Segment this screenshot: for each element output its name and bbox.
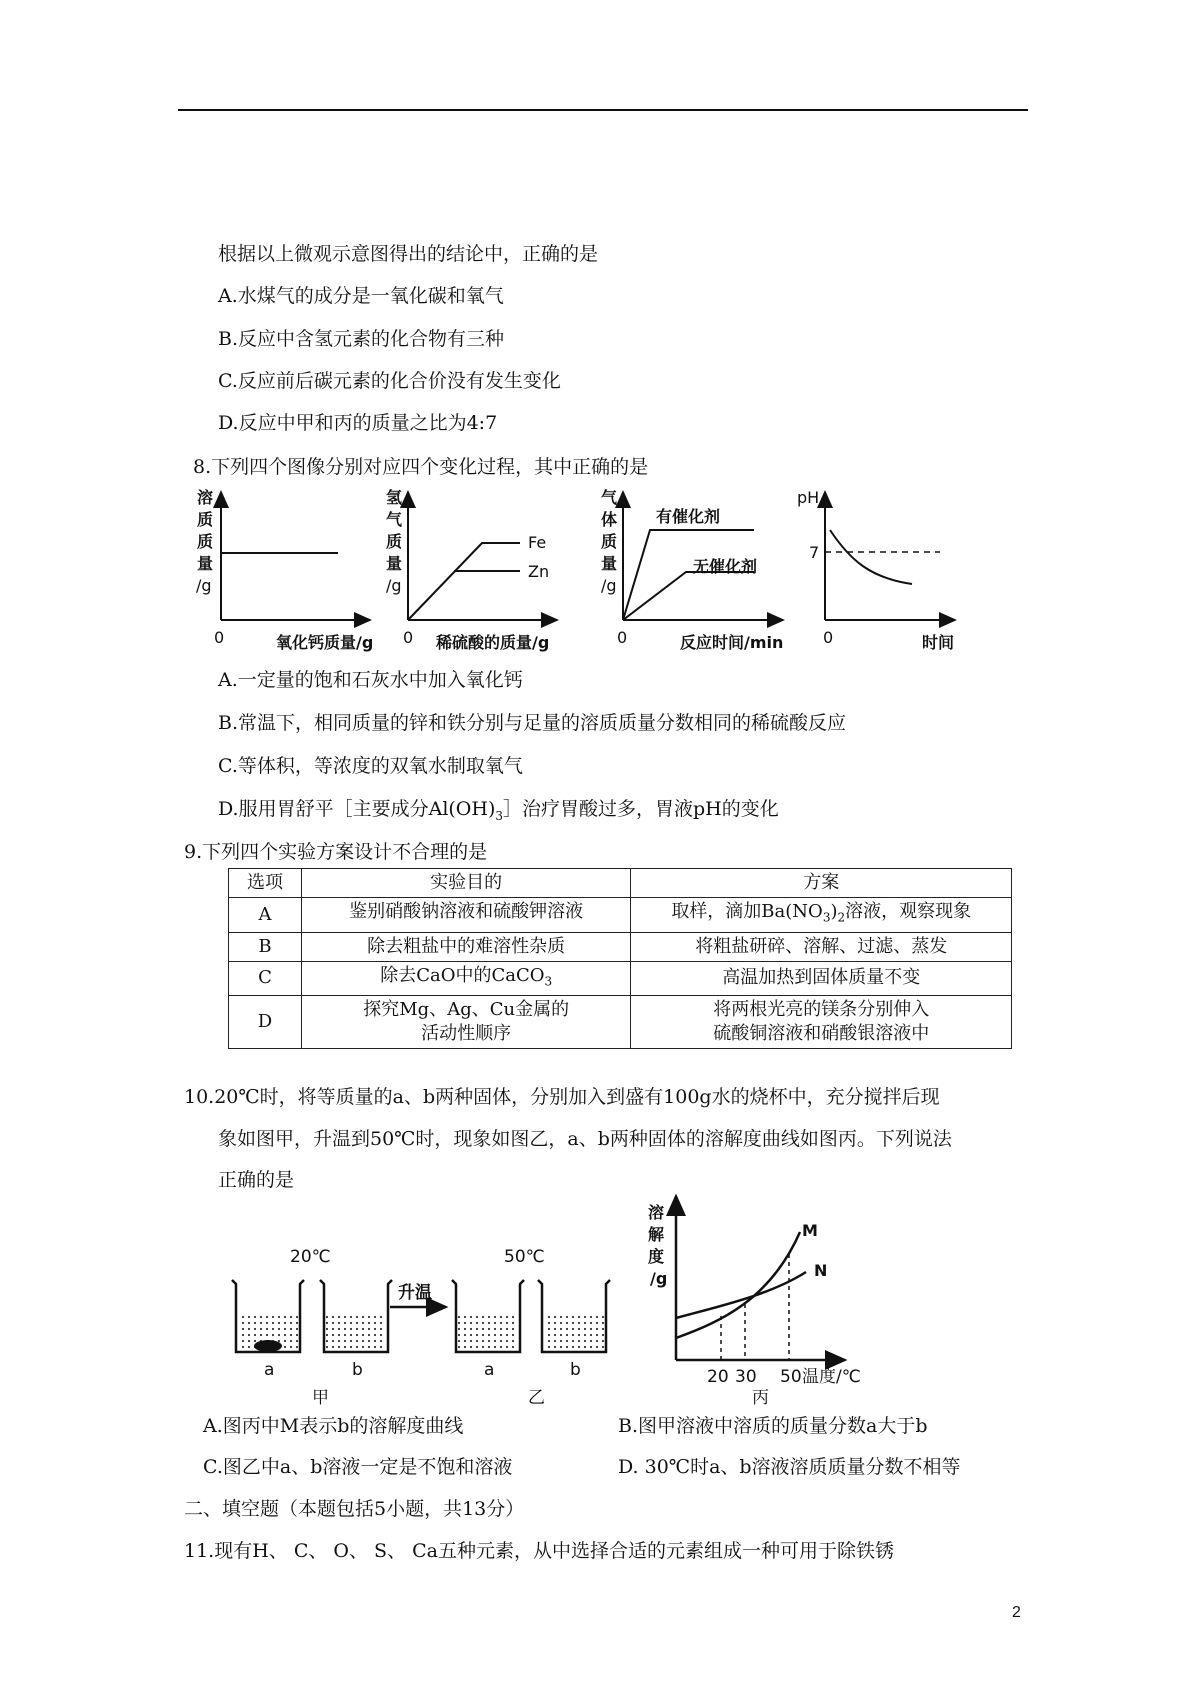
- section-2-heading: 二、填空题（本题包括5小题，共13分）: [184, 1498, 525, 1520]
- graph-a-ylabel-4: 量: [197, 554, 214, 573]
- graph-b-origin: 0: [403, 628, 414, 647]
- graph-b-line-zn: Zn: [528, 562, 550, 581]
- graph-a-origin: 0: [214, 628, 225, 647]
- row-d-goal: 探究Mg、Ag、Cu金属的 活动性顺序: [301, 996, 631, 1049]
- q10-stem-line-1: 10.20℃时，将等质量的a、b两种固体，分别加入到盛有100g水的烧杯中，充分搅拌后现: [184, 1086, 940, 1108]
- row-c-goal: 除去CaO中的CaCO$_3$: [301, 961, 631, 996]
- q7-option-c: C.反应前后碳元素的化合价没有发生变化: [218, 370, 561, 392]
- q8-option-b: B.常温下，相同质量的锌和铁分别与足量的溶质质量分数相同的稀硫酸反应: [218, 712, 847, 734]
- graph-c-ylabel-2: 体: [601, 510, 618, 529]
- row-a-option: A: [229, 898, 302, 933]
- fig-ylabel-4: /g: [650, 1269, 668, 1288]
- graph-a-ylabel-1: 溶: [197, 488, 214, 507]
- fig-jia-a: a: [264, 1360, 275, 1380]
- row-b-option: B: [229, 932, 302, 961]
- q7-stem: 根据以上微观示意图得出的结论中，正确的是: [218, 243, 599, 265]
- q8-option-a: A.一定量的饱和石灰水中加入氧化钙: [218, 669, 523, 691]
- fig-ylabel-2: 解: [648, 1225, 665, 1244]
- row-d-option: D: [229, 996, 302, 1049]
- undissolved-solid: [254, 1340, 282, 1352]
- fig-temp-50: 50℃: [504, 1247, 545, 1267]
- q8-stem: 8.下列四个图像分别对应四个变化过程，其中正确的是: [193, 456, 649, 478]
- row-c-plan: 高温加热到固体质量不变: [631, 961, 1012, 996]
- graph-c-line-catalyst: 有催化剂: [656, 507, 721, 526]
- fig-xlabel: 温度/℃: [802, 1367, 861, 1387]
- graph-b-ylabel-4: 量: [386, 554, 403, 573]
- graph-d-origin: 0: [823, 628, 834, 647]
- q10-option-a: A.图丙中M表示b的溶解度曲线: [203, 1415, 464, 1437]
- q9-stem: 9.下列四个实验方案设计不合理的是: [184, 841, 488, 863]
- header-goal: 实验目的: [301, 869, 631, 898]
- row-b-plan: 将粗盐研碎、溶解、过滤、蒸发: [631, 932, 1012, 961]
- q7-option-a: A.水煤气的成分是一氧化碳和氧气: [218, 285, 504, 307]
- graph-c-ylabel-5: /g: [601, 576, 617, 595]
- graph-a-ylabel-2: 质: [197, 510, 214, 529]
- row-a-plan: 取样，滴加$Ba(NO_3)_2$溶液，观察现象: [631, 898, 1012, 933]
- fig-curve-n: N: [814, 1261, 828, 1280]
- q8-option-d: D.服用胃舒平［主要成分$Al(OH)_3]$治疗胃酸过多，胃液pH的变化: [218, 798, 779, 823]
- graph-c-line-no-catalyst: 无催化剂: [693, 557, 758, 576]
- graph-b-line-fe: Fe: [528, 533, 547, 552]
- graph-c-ylabel-4: 量: [601, 554, 618, 573]
- header-plan: 方案: [631, 869, 1012, 898]
- graph-b-xlabel: 稀硫酸的质量/g: [436, 633, 550, 652]
- fig-label-yi: 乙: [528, 1388, 545, 1408]
- row-a-goal: 鉴别硝酸钠溶液和硫酸钾溶液: [301, 898, 631, 933]
- page-number: 2: [1012, 1604, 1021, 1621]
- fig-tick-30: 30: [735, 1367, 757, 1387]
- graph-a-ylabel-3: 质: [197, 532, 214, 551]
- fig-temp-20: 20℃: [290, 1247, 331, 1267]
- header-option: 选项: [229, 869, 302, 898]
- graph-d-ylabel: pH: [797, 488, 820, 507]
- row-b-goal: 除去粗盐中的难溶性杂质: [301, 932, 631, 961]
- fig-tick-20: 20: [707, 1367, 729, 1387]
- fig-yi-b: b: [570, 1360, 581, 1380]
- graph-c-xlabel: 反应时间/min: [680, 633, 784, 652]
- q7-option-b: B.反应中含氢元素的化合物有三种: [218, 328, 505, 350]
- graph-a-ylabel-5: /g: [196, 576, 212, 595]
- fig-curve-m: M: [802, 1221, 818, 1240]
- graph-c-ylabel-3: 质: [601, 532, 618, 551]
- graph-b-ylabel-1: 氢: [386, 488, 403, 507]
- q10-stem-line-2: 象如图甲，升温到50℃时，现象如图乙，a、b两种固体的溶解度曲线如图丙。下列说法: [218, 1128, 952, 1150]
- curve-n: [676, 1272, 806, 1318]
- row-d-plan: 将两根光亮的镁条分别伸入 硫酸铜溶液和硝酸银溶液中: [631, 996, 1012, 1049]
- q7-option-d: D.反应中甲和丙的质量之比为4:7: [218, 412, 498, 434]
- q10-option-d: D. 30℃时a、b溶液溶质质量分数不相等: [618, 1456, 961, 1478]
- graph-b-ylabel-5: /g: [386, 576, 402, 595]
- fig-jia-b: b: [352, 1360, 363, 1380]
- graph-a-xlabel: 氧化钙质量/g: [276, 633, 374, 652]
- q10-option-c: C.图乙中a、b溶液一定是不饱和溶液: [203, 1456, 513, 1478]
- fig-label-jia: 甲: [312, 1388, 329, 1408]
- graph-d-level-7: 7: [809, 543, 820, 562]
- fig-label-bing: 丙: [752, 1388, 769, 1408]
- graph-d-xlabel: 时间: [922, 633, 955, 652]
- row-c-option: C: [229, 961, 302, 996]
- q10-stem-line-3: 正确的是: [218, 1169, 295, 1191]
- fig-ylabel-3: 度: [648, 1247, 665, 1266]
- fig-yi-a: a: [484, 1360, 495, 1380]
- graph-c-ylabel-1: 气: [601, 488, 618, 507]
- q10-option-b: B.图甲溶液中溶质的质量分数a大于b: [618, 1415, 928, 1437]
- fig-arrow-label: 升温: [398, 1283, 432, 1303]
- graph-c-origin: 0: [617, 628, 628, 647]
- fig-ylabel-1: 溶: [648, 1203, 665, 1222]
- graph-b-ylabel-2: 气: [386, 510, 403, 529]
- fig-tick-50: 50: [780, 1367, 802, 1387]
- q8-option-c: C.等体积，等浓度的双氧水制取氧气: [218, 755, 523, 777]
- q11-stem: 11.现有H、 C、 O、 S、 Ca五种元素，从中选择合适的元素组成一种可用于除铁锈: [184, 1540, 894, 1562]
- graph-b-ylabel-3: 质: [386, 532, 403, 551]
